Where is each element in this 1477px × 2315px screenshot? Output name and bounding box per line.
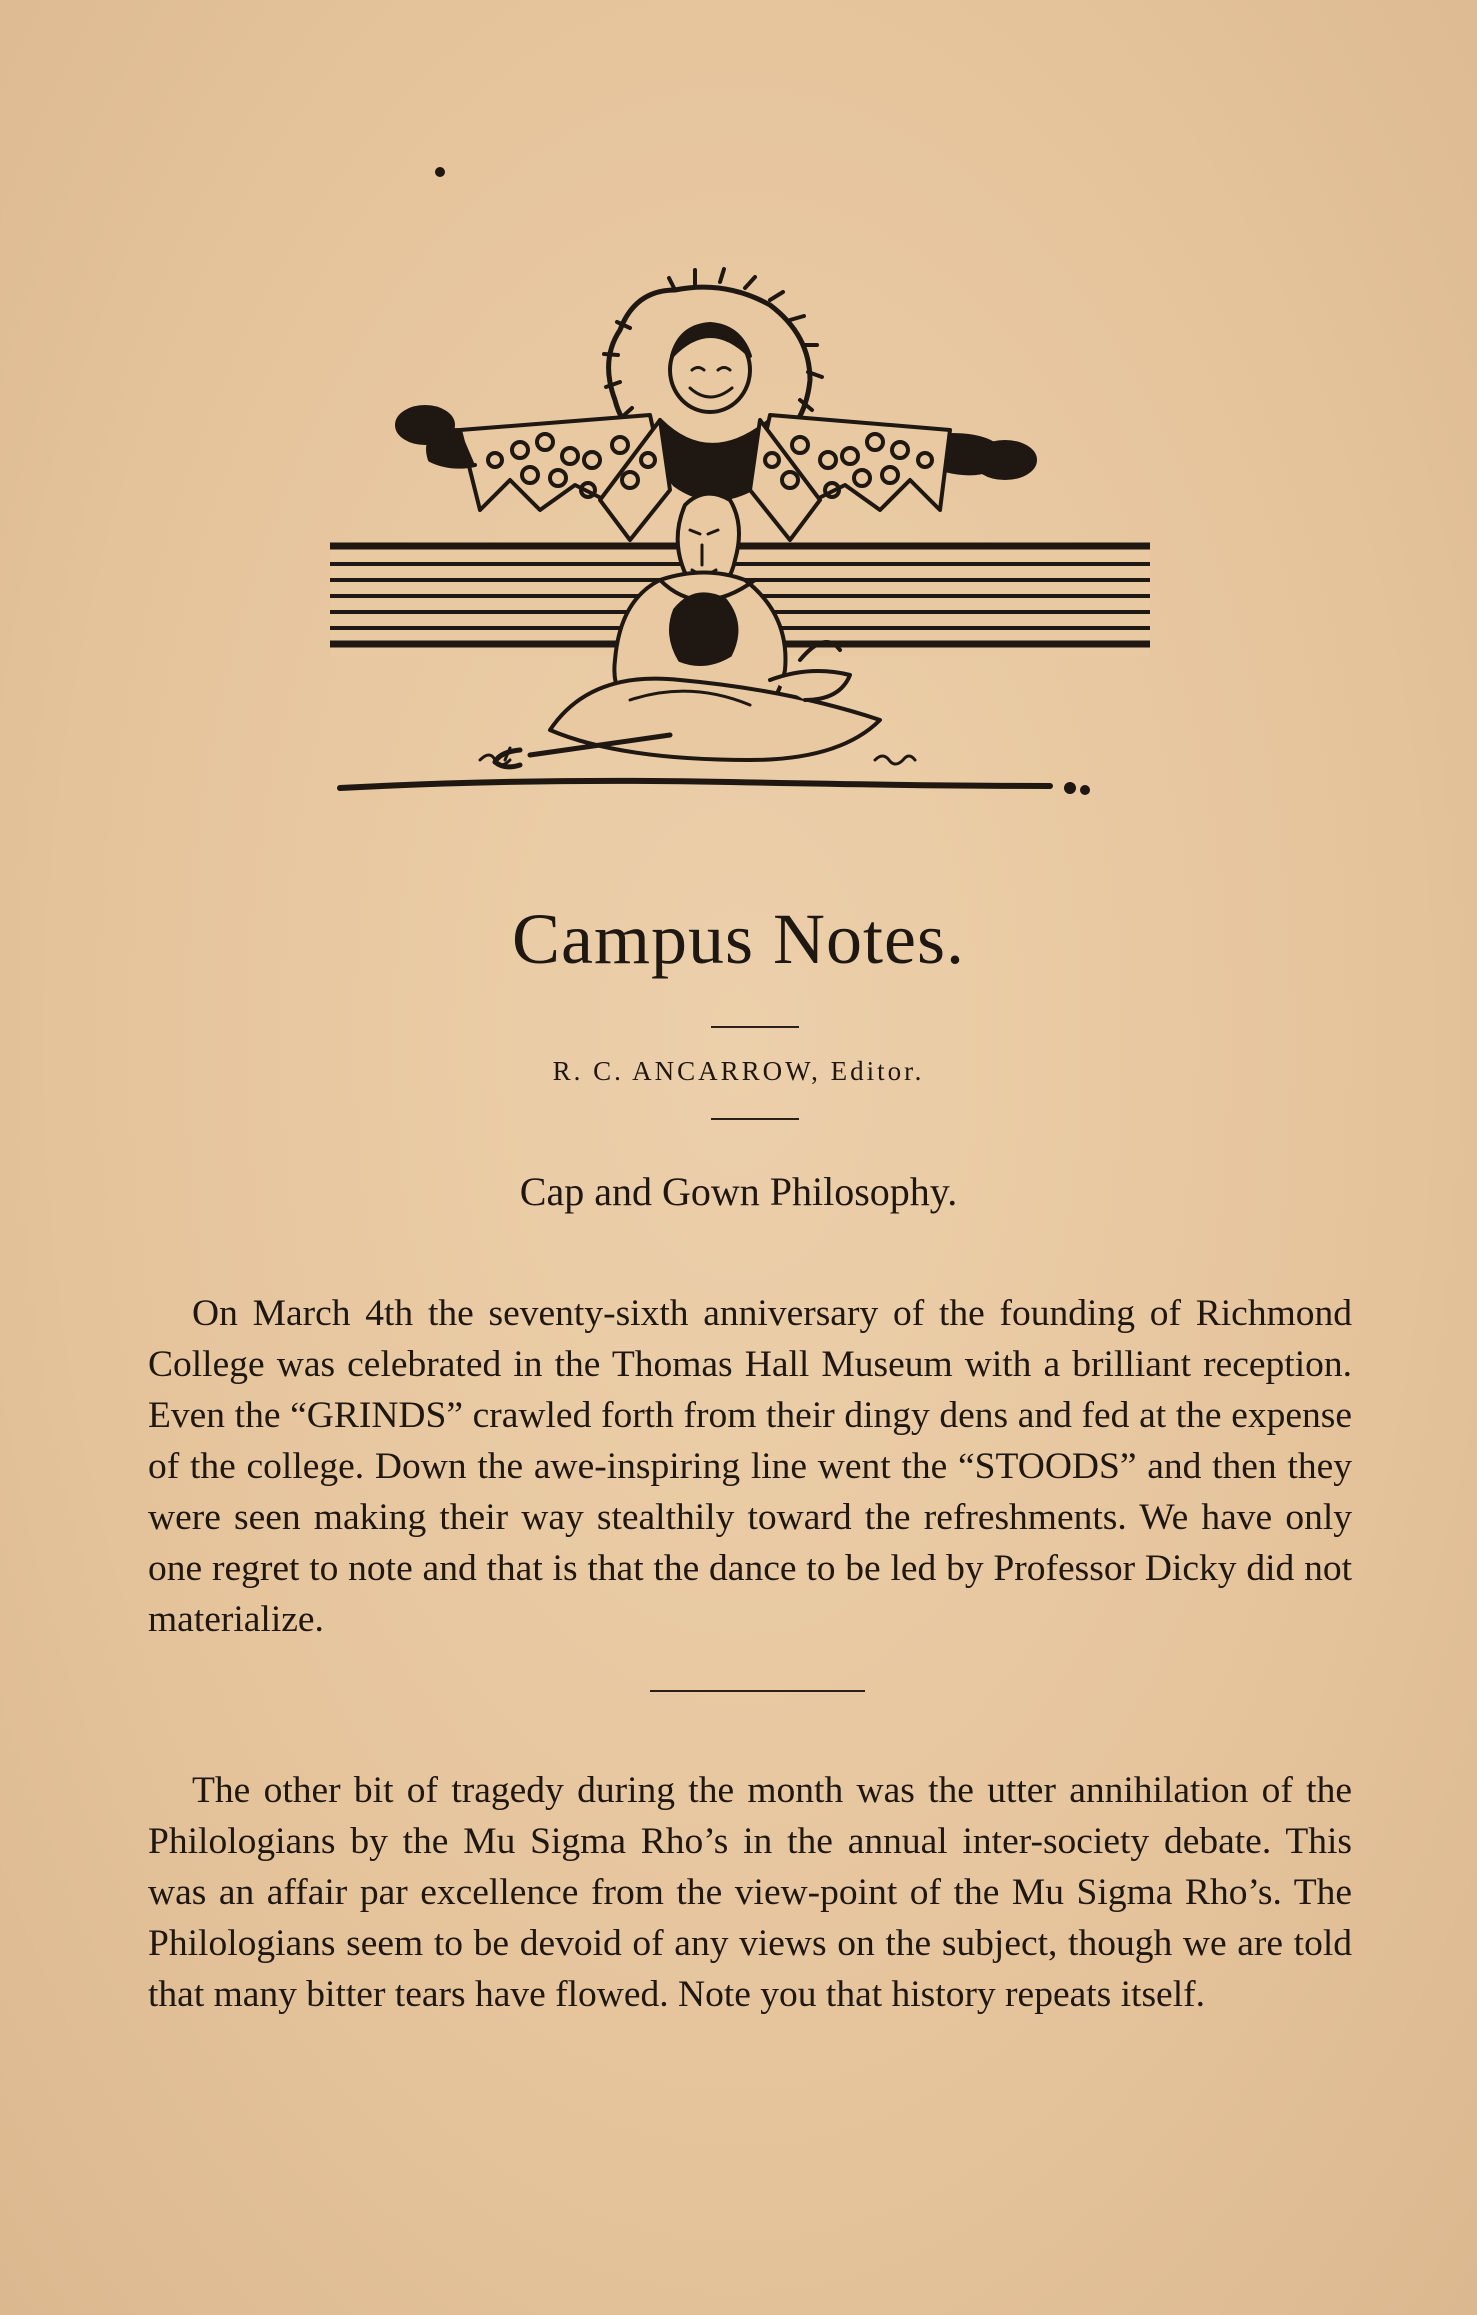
section-divider: [650, 1690, 865, 1692]
section-subheading: Cap and Gown Philosophy.: [519, 1169, 958, 1214]
editor-byline: R. C. ANCARROW, Editor.: [552, 1056, 925, 1086]
divider-rule-top: [711, 1026, 799, 1028]
divider-rule-bottom: [711, 1118, 799, 1120]
costumed-figures-drawing-icon: [330, 160, 1150, 880]
paragraph: The other bit of tragedy during the month was the utter annihilation of the Philologians by the Mu Sigma Rho’s in the annual inter-society debate. This was an affair par excellence from the view-point of the Mu Sigma Rho’s. The Philologians seem to be devoid of any views on the subject, though we are told that many bitter tears have flowed. Note you that history repeats itself.: [148, 1769, 1352, 2015]
page-title: Campus Notes.: [512, 899, 965, 979]
paragraph: On March 4th the seventy-sixth anniversary of the founding of Richmond College was celebrated in the Thomas Hall Museum with a brilliant reception. Even the “GRINDS” crawled forth from their dingy dens and fed at the expense of the college. Down the awe-inspiring line went the “STOODS” and then they were seen making their way stealthily toward the refreshments. We have only one regret to note and that is that the dance to be led by Professor Dicky did not materialize.: [148, 1292, 1352, 1640]
